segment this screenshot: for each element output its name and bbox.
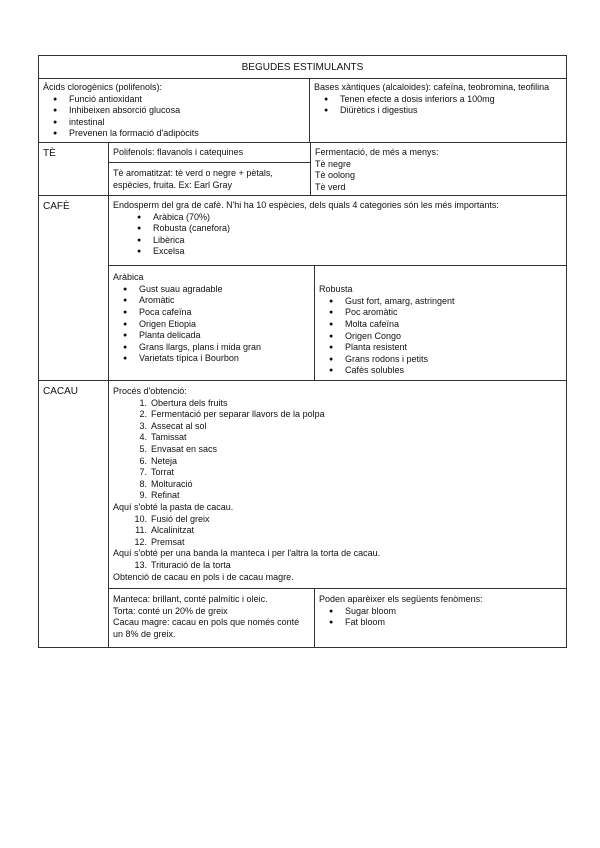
title-row — [39, 56, 566, 78]
arabica-item: ● Varietats típica i Bourbon — [139, 353, 310, 365]
cafe-row — [39, 195, 566, 380]
step-text: Refinat — [151, 490, 180, 501]
arabica-item: ● Poca cafeïna — [139, 307, 310, 319]
process-step — [139, 478, 562, 491]
step-number: 6. — [139, 455, 147, 466]
cacau-magre: Cacau magre: cacau en pols que només conté un 8% de greix. — [113, 617, 300, 639]
arabica-item: ● Origen Etiopia — [139, 319, 310, 331]
step-number: 12. — [134, 536, 147, 547]
fenomen-item: ● Sugar bloom — [345, 606, 562, 618]
clorogenics-item: ● Inhibeixen absorció glucosa — [69, 105, 305, 117]
cacau-row — [39, 380, 566, 647]
cacau-manteca: Manteca: brillant, conté palmític i oleic. — [113, 594, 268, 604]
cacau-process-cell — [109, 381, 566, 588]
arabica-item: ● Aromàtic — [139, 295, 310, 307]
cafe-categories — [113, 212, 562, 258]
process-step — [139, 443, 562, 456]
process-step — [139, 490, 562, 502]
cacau-steps-c — [113, 560, 562, 572]
cafe-intro-cell — [109, 196, 566, 265]
step-text: Molturació — [151, 478, 193, 489]
step-number: 9. — [139, 490, 147, 501]
clorogenics-heading: Àcids clorogènics (polifenols): — [43, 82, 163, 92]
beverages-table — [38, 55, 567, 648]
te-type: Tè negre — [315, 158, 352, 169]
cafe-label: CAFÈ — [43, 201, 70, 212]
process-step — [134, 559, 562, 572]
te-fermentacio-list — [315, 159, 562, 194]
robusta-heading: Robusta — [319, 284, 353, 295]
robusta-item: ● Molta cafeïna — [345, 319, 562, 331]
step-text: Tamissat — [151, 432, 187, 443]
cacau-label: CACAU — [43, 386, 79, 397]
robusta-cell — [314, 266, 566, 380]
step-number: 13. — [134, 559, 147, 570]
cafe-category: ● Robusta (canefora) — [153, 223, 562, 235]
clorogenics-cell — [39, 79, 309, 142]
cacau-steps-a — [113, 398, 562, 502]
xantiques-cell — [309, 79, 566, 142]
step-number: 3. — [139, 420, 147, 431]
robusta-item: ● Gust fort, amarg, astringent — [345, 296, 562, 308]
process-step — [139, 455, 562, 468]
xantiques-list — [314, 94, 562, 117]
step-number: 8. — [139, 478, 147, 489]
process-step — [135, 525, 562, 537]
te-fermentacio-heading: Fermentació, de més a menys: — [315, 147, 439, 157]
cafe-category: ● Aràbica (70%) — [153, 212, 562, 224]
process-step — [139, 467, 562, 479]
page-title: BEGUDES ESTIMULANTS — [241, 62, 364, 73]
cacau-process-heading: Procés d'obtenció: — [113, 386, 187, 396]
cacau-note-pasta: Aquí s'obté la pasta de cacau. — [113, 501, 234, 512]
step-text: Assecat al sol — [151, 420, 207, 431]
cacau-note-final: Obtenció de cacau en pols i de cacau magre. — [113, 571, 294, 582]
cacau-torta: Torta: conté un 20% de greix — [113, 605, 228, 616]
step-text: Fusió del greix — [151, 513, 210, 524]
arabica-cell — [109, 266, 314, 380]
cacau-steps-b — [113, 514, 562, 549]
arabica-heading: Aràbica — [113, 272, 144, 283]
xantiques-item: ● Tenen efecte a dosis inferiors a 100mg — [340, 94, 562, 106]
cafe-category: ● Libèrica — [153, 235, 562, 247]
xantiques-item: ● Diürètics i digestius — [340, 105, 562, 117]
robusta-list — [319, 296, 562, 377]
cacau-content — [108, 381, 566, 647]
clorogenics-item: ● intestinal — [69, 117, 305, 129]
step-text: Torrat — [151, 467, 175, 478]
step-text: Alcalinitzat — [151, 525, 195, 536]
process-step — [139, 409, 562, 421]
process-step — [134, 513, 562, 526]
robusta-item: ● Planta resistent — [345, 342, 562, 354]
step-number: 1. — [139, 397, 147, 408]
process-step — [139, 420, 562, 433]
process-step — [139, 397, 562, 410]
step-text: Obertura dels fruits — [151, 397, 228, 408]
step-text: Premsat — [151, 536, 185, 547]
step-number: 10. — [134, 513, 147, 524]
robusta-item: ● Poc aromàtic — [345, 307, 562, 319]
step-number: 11. — [135, 525, 147, 536]
arabica-list — [113, 284, 310, 365]
te-label: TÈ — [43, 148, 56, 159]
step-number: 5. — [139, 443, 147, 454]
cacau-fenomens-cell — [314, 589, 566, 647]
step-text: Trituració de la torta — [151, 559, 231, 570]
cafe-category: ● Excelsa — [153, 246, 562, 258]
cacau-note-manteca: Aquí s'obté per una banda la manteca i per l'altra la torta de cacau. — [113, 548, 381, 559]
te-fermentacio — [310, 143, 566, 195]
clorogenics-item: ● Funció antioxidant — [69, 94, 305, 106]
step-text: Fermentació per separar llavors de la polpa — [151, 409, 325, 420]
clorogenics-list — [43, 94, 305, 140]
process-step — [139, 432, 562, 444]
process-step — [134, 536, 562, 549]
arabica-item: ● Planta delicada — [139, 330, 310, 342]
clorogenics-item: ● Prevenen la formació d'adipòcits — [69, 128, 305, 140]
cacau-bottom — [109, 588, 566, 647]
step-number: 4. — [139, 432, 147, 443]
te-type: Tè verd — [315, 181, 346, 192]
xantiques-heading: Bases xàntiques (alcaloides): cafeïna, teobromina, teofilina — [314, 82, 550, 92]
robusta-item: ● Cafès solubles — [345, 365, 562, 377]
cafe-intro: Endosperm del gra de cafè. N'hi ha 10 espècies, dels quals 4 categories són les més importants: — [113, 200, 499, 210]
cafe-varieties — [109, 265, 566, 380]
step-number: 2. — [139, 409, 147, 420]
te-type: Tè oolong — [315, 170, 356, 181]
arabica-item: ● Gust suau agradable — [139, 284, 310, 296]
step-number: 7. — [139, 467, 147, 478]
te-aromatitzat: Tè aromatitzat: tè verd o negre + pètals, espècies, fruita. Ex: Earl Gray — [109, 162, 310, 195]
robusta-item: ● Grans rodons i petits — [345, 354, 562, 366]
cacau-products-cell — [109, 589, 314, 647]
robusta-item: ● Origen Congo — [345, 331, 562, 343]
te-polifenols: Polifenols: flavanols i catequines — [113, 147, 244, 157]
arabica-item: ● Grans llargs, plans i mida gran — [139, 342, 310, 354]
te-middle — [108, 143, 310, 195]
step-text: Envasat en sacs — [151, 443, 218, 454]
fenomen-item: ● Fat bloom — [345, 617, 562, 629]
cacau-fenomens-list — [319, 606, 562, 629]
intro-row — [39, 78, 566, 142]
te-row — [39, 142, 566, 195]
step-text: Neteja — [151, 455, 178, 466]
cacau-fenomens-heading: Poden aparèixer els següents fenòmens: — [319, 594, 483, 604]
cafe-content — [108, 196, 566, 380]
